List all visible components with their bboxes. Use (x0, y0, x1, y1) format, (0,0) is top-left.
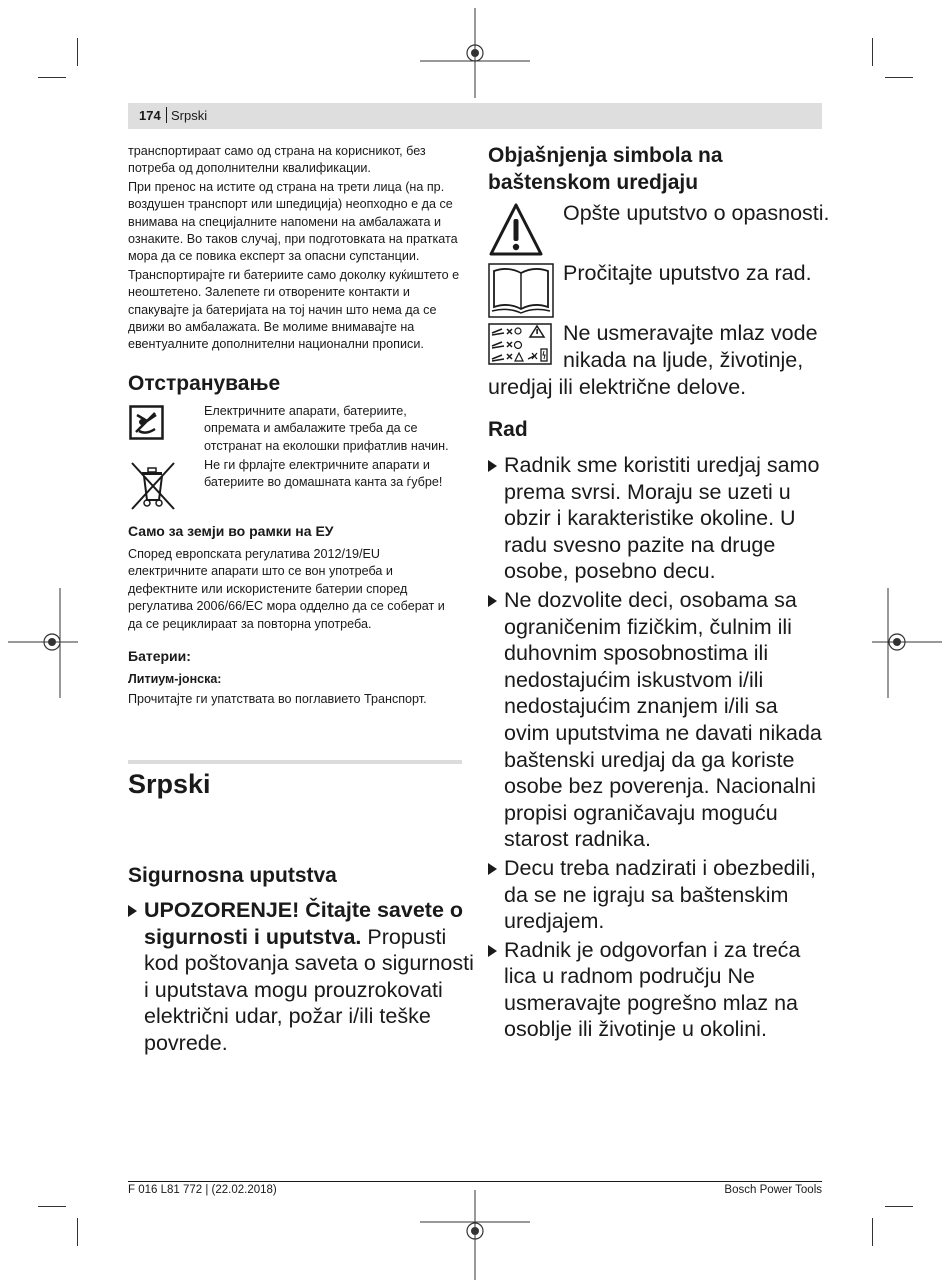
warning-triangle-icon (488, 202, 544, 258)
paragraph: При пренос на истите од страна на трети лица (на пр. воздушен транспорт или шпедиција) неопходно е да се внимава на специјалните напомени на амбалажата и ознаките. Во таков случај, при подготовката на пратката мора да се повика експерт за опасни супстанции. (128, 179, 458, 264)
disposal-item-2: Не ги фрлајте електричните апарати и батериите во домашната канта за ѓубре! (204, 458, 443, 490)
list-item (488, 452, 826, 585)
crossed-bin-icon (129, 460, 177, 512)
read-manual-icon (488, 263, 554, 318)
warning-bold: UPOZORENJE! Čitajte savete o sigurnosti i uputstva. (144, 898, 464, 949)
intro-text (128, 143, 462, 354)
eu-text: Според европската регулатива 2012/19/EU електричните апарати што се вон употреба и дефектните или искористените батерии според регулатива 2006/66/EC мора одделно да се соберат и да се рециклираат за повторна употреба. (128, 547, 445, 631)
bullet-triangle-icon (488, 595, 497, 607)
list-item (488, 937, 826, 1043)
rad-heading: Rad (488, 418, 528, 441)
footer-brand: Bosch Power Tools (724, 1184, 822, 1196)
registration-mark-top (420, 8, 530, 98)
crop-mark (77, 1218, 78, 1246)
header-divider (166, 107, 167, 123)
section-divider (128, 760, 462, 764)
warning-text: Propusti kod poštovanja saveta o sigurnosti i uputstava mogu prouzrokovati električni udar, požar i/ili teške povrede. (144, 924, 474, 1055)
safety-heading: Sigurnosna uputstva (128, 864, 337, 887)
paragraph: Транспортирајте ги батериите само доколку куќиштето е неоштетено. Залепете ги отворените контакти и спакувајте ја батеријата на тој начин што нема да се движи во амбалажата. Ве молиме внимавајте на евентуалните дополнителни национални прописи. (128, 267, 460, 352)
disposal-item-1: Електричните апарати, батериите, опремата и амбалажите треба да се отстранат на еколошки прифатлив начин. (204, 404, 449, 453)
bullet-triangle-icon (128, 905, 137, 917)
paragraph: транспортираат само од страна на корисникот, без потреба од дополнителни квалификации. (128, 144, 426, 176)
header-language: Srpski (171, 108, 208, 123)
rad-bullets (488, 452, 826, 1043)
list-item-text: Ne dozvolite deci, osobama sa ograničenim fizičkim, čulnim ili duhovnim sposobnostima ili nedostajućim iskustvom i/ili nedostajućim znanjem i/ili sa ovim uputstvima ne davati nikada baštenski uredjaj da ga koriste osobe bez poverenja. Nacionalni propisi ograničavaju moguću starost radnika. (504, 587, 822, 852)
no-water-jet-icon (488, 323, 552, 365)
registration-mark-right (872, 588, 942, 698)
lithium-text: Прочитајте ги упатствата во поглавието Транспорт. (128, 692, 427, 706)
crop-mark (885, 1206, 913, 1207)
crop-mark (872, 1218, 873, 1246)
symbol-3-line-3: uredjaj ili električne delove. (488, 375, 747, 399)
list-item (488, 855, 826, 935)
crop-mark (885, 77, 913, 78)
registration-mark-left (8, 588, 78, 698)
crop-mark (77, 38, 78, 66)
bullet-triangle-icon (488, 460, 497, 472)
batteries-heading: Батерии: (128, 648, 191, 664)
symbol-3-line-2: nikada na ljude, životinje, (563, 348, 804, 372)
symbols-heading: Objašnjenja simbola na baštenskom uredjaju (488, 144, 723, 194)
recycle-packaging-icon (129, 405, 164, 440)
list-item-text: Radnik je odgovorfan i za treća lica u radnom području Ne usmeravajte pogrešno mlaz na osoblje ili životinje u okolini. (504, 937, 801, 1042)
footer-doc-id: F 016 L81 772 | (22.02.2018) (128, 1184, 277, 1196)
disposal-heading: Отстранување (128, 372, 281, 395)
page-header (128, 103, 822, 129)
srpski-title: Srpski (128, 769, 211, 799)
symbol-2-text: Pročitajte uputstvo za rad. (563, 261, 812, 285)
lithium-heading: Литиум-јонска: (128, 672, 222, 686)
bullet-triangle-icon (488, 863, 497, 875)
crop-mark (38, 1206, 66, 1207)
page-number: 174 (139, 108, 161, 123)
crop-mark (872, 38, 873, 66)
registration-mark-bottom (420, 1190, 530, 1280)
bullet-triangle-icon (488, 945, 497, 957)
eu-heading: Само за земји во рамки на ЕУ (128, 523, 334, 539)
list-item-text: Radnik sme koristiti uredjaj samo prema svrsi. Moraju se uzeti u obzir i karakteristike okoline. U radu svesno pazite na druge osobe, posebno decu. (504, 453, 820, 584)
list-item (488, 587, 826, 853)
warning-bullet (128, 897, 474, 1057)
symbol-3-line-1: Ne usmeravajte mlaz vode (563, 321, 818, 345)
symbol-1-text: Opšte uputstvo o opasnosti. (563, 201, 830, 225)
list-item-text: Decu treba nadzirati i obezbedili, da se ne igraju sa baštenskim uredjajem. (504, 855, 816, 934)
footer-rule (128, 1181, 822, 1182)
crop-mark (38, 77, 66, 78)
